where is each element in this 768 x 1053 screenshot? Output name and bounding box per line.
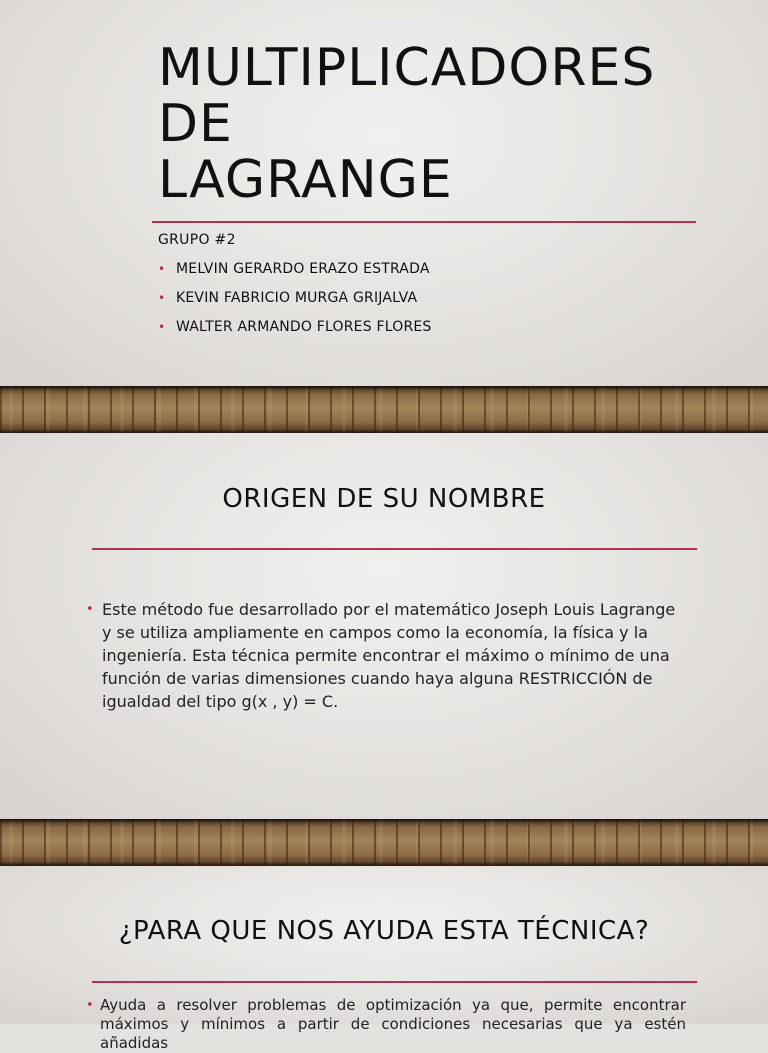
list-item <box>158 318 432 347</box>
group-label: GRUPO #2 <box>158 232 236 248</box>
slide-purpose <box>0 866 768 1052</box>
bullet-paragraph <box>86 996 686 1053</box>
heading-divider <box>92 548 697 550</box>
title-line-2: DE <box>158 94 233 154</box>
heading-divider <box>92 981 697 983</box>
bullet-icon: • <box>158 262 166 276</box>
bullet-icon: • <box>158 291 166 305</box>
slide-heading: ORIGEN DE SU NOMBRE <box>222 484 546 514</box>
slide-title <box>0 0 768 386</box>
title-divider <box>152 221 696 223</box>
bullet-icon: • <box>158 320 166 334</box>
member-name: MELVIN GERARDO ERAZO ESTRADA <box>176 261 430 277</box>
member-name: KEVIN FABRICIO MURGA GRIJALVA <box>176 290 418 306</box>
member-list <box>158 260 432 347</box>
wood-floor-divider <box>0 819 768 866</box>
member-name: WALTER ARMANDO FLORES FLORES <box>176 319 432 335</box>
list-item <box>158 289 432 318</box>
paragraph-text: Ayuda a resolver problemas de optimización ya que, permite encontrar máximos y mínimos a partir de condiciones necesarias que ya estén añadidas <box>100 996 686 1052</box>
title-line-3: LAGRANGE <box>158 150 453 210</box>
bullet-icon: • <box>86 998 94 1013</box>
slide-heading: ¿PARA QUE NOS AYUDA ESTA TÉCNICA? <box>118 916 650 946</box>
presentation-title <box>158 40 655 208</box>
list-item <box>158 260 432 289</box>
title-line-1: MULTIPLICADORES <box>158 38 656 98</box>
wood-floor-divider <box>0 386 768 433</box>
slide-origin <box>0 433 768 819</box>
bullet-paragraph <box>86 598 686 713</box>
bullet-icon: • <box>86 602 94 617</box>
paragraph-text: Este método fue desarrollado por el matemático Joseph Louis Lagrange y se utiliza ampliamente en campos como la economía, la física y la ingeniería. Esta técnica permite encontrar el máximo o mínimo de una función de varias dimensiones cuando haya alguna RESTRICCIÓN de igualdad del tipo g(x , y) = C. <box>102 600 676 711</box>
